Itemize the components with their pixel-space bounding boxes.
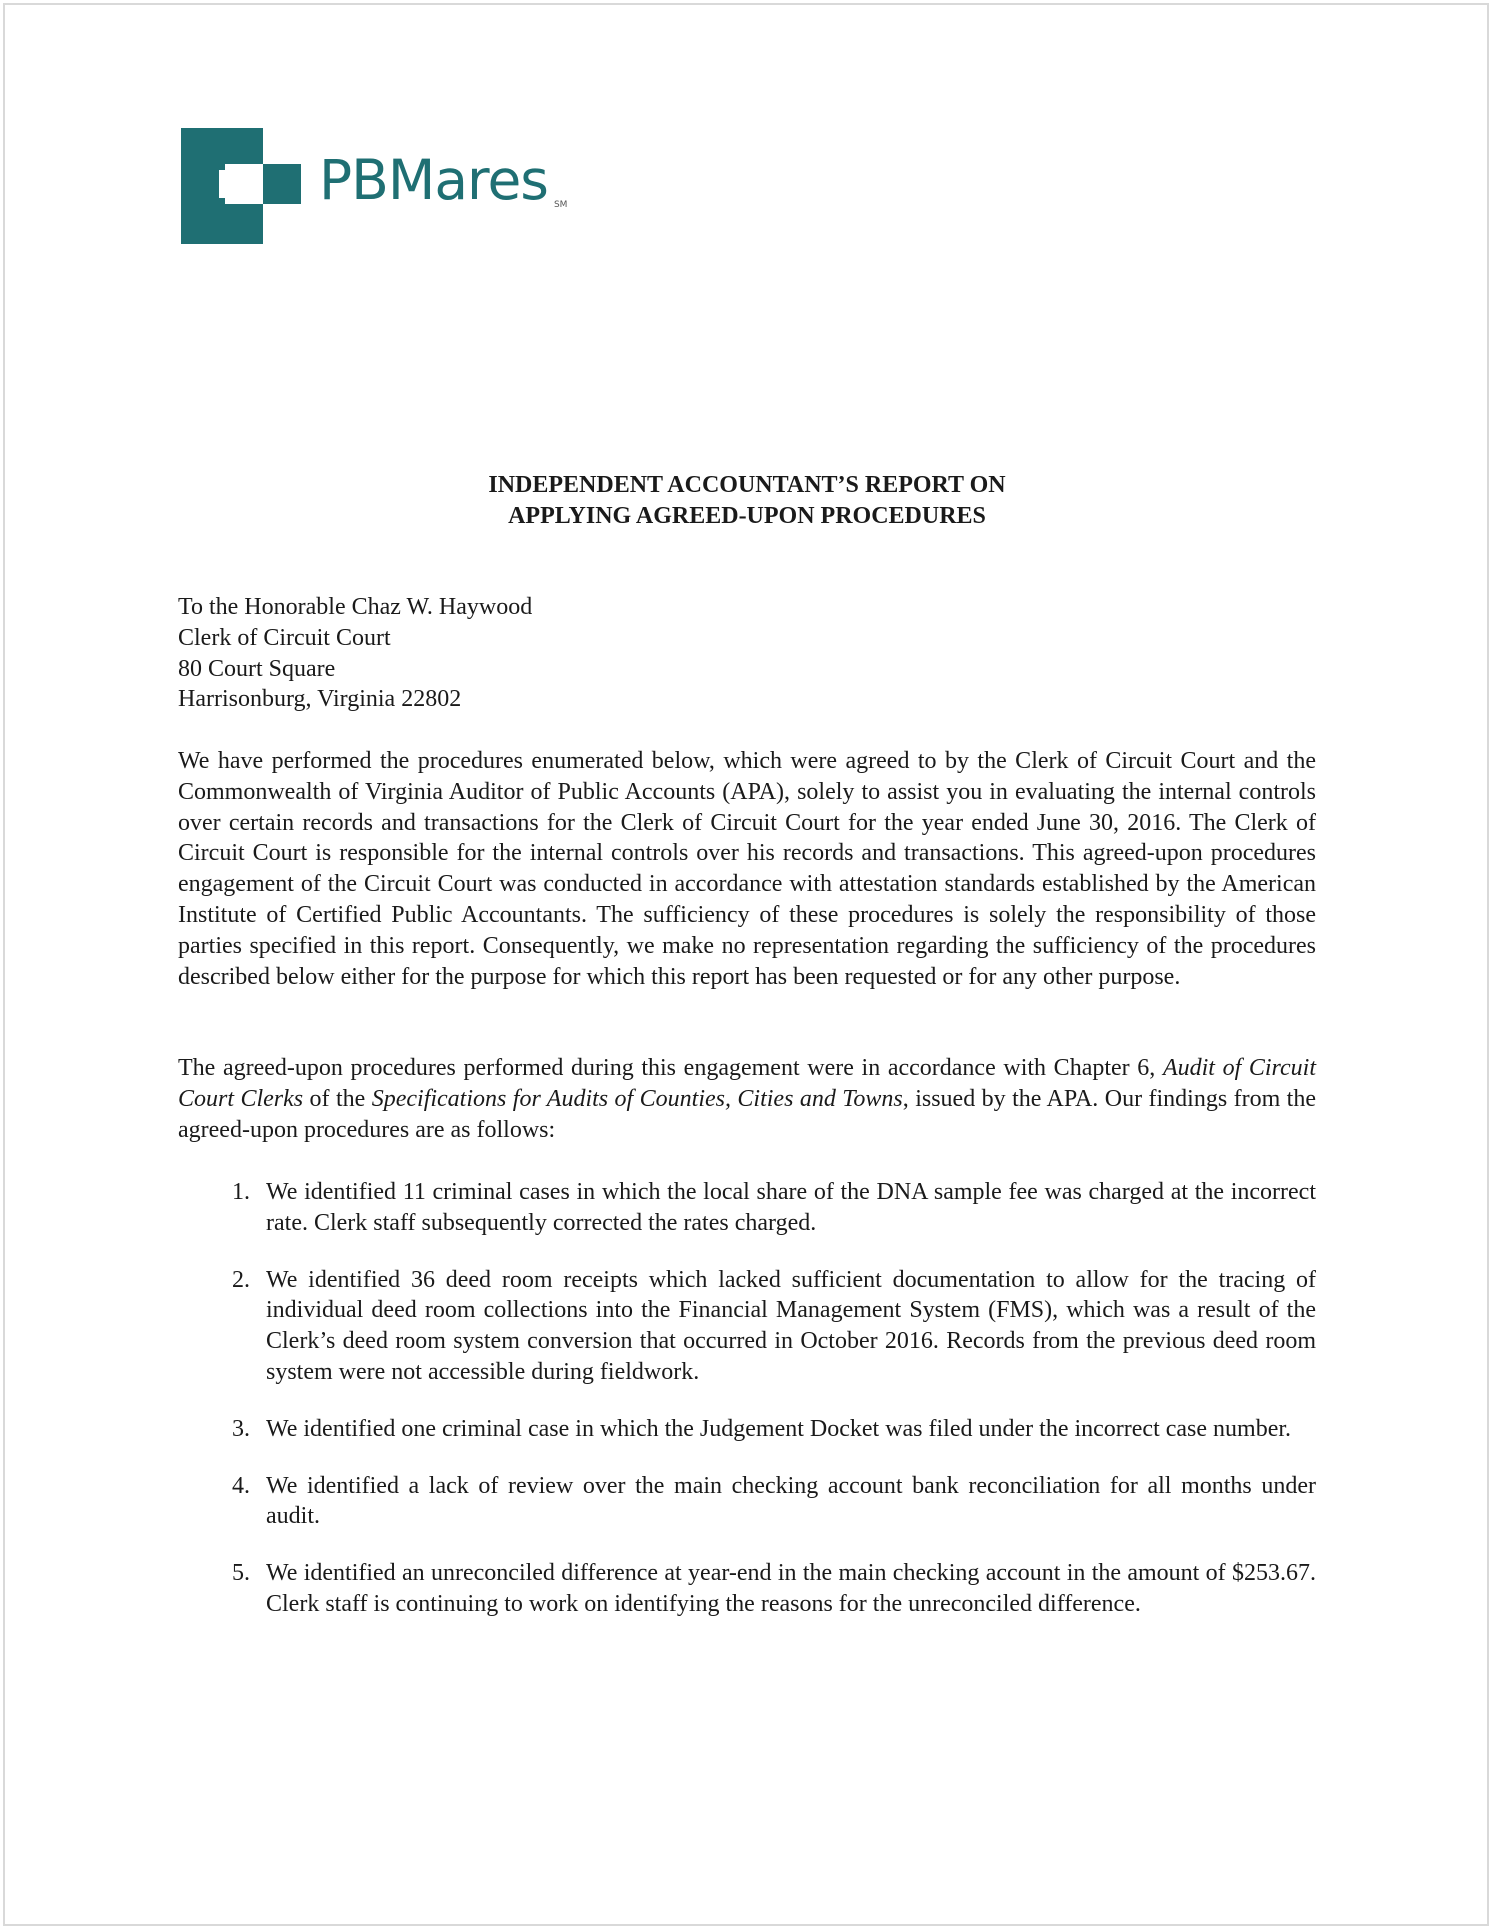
finding-item [178,1471,1316,1533]
recipient-address [178,592,1316,715]
finding-number: 1. [232,1179,250,1205]
address-line-4: Harrisonburg, Virginia 22802 [178,686,462,713]
pbmares-logo [181,128,567,244]
finding-text: We identified 11 criminal cases in which the local share of the DNA sample fee was charged at the incorrect rate. Clerk staff subsequently corrected the rates charged. [266,1179,1316,1236]
finding-item [178,1177,1316,1239]
report-title-line-1: INDEPENDENT ACCOUNTANT’S REPORT ON [488,472,1006,498]
procedures-text-2: of the [303,1085,372,1112]
finding-text: We identified one criminal case in which the Judgement Docket was filed under the incorrect case number. [266,1415,1292,1442]
report-title [0,470,1494,532]
logo-trademark: SM [553,200,568,210]
finding-text: We identified 36 deed room receipts which lacked sufficient documentation to allow for the tracing of individual deed room collections into the Financial Management System (FMS), which was a result of the Clerk’s deed room system conversion that occurred in October 2016. Records from the previous deed room system were not accessible during fieldwork. [266,1266,1316,1385]
logo-wordmark [319,148,567,212]
finding-item [178,1558,1316,1620]
finding-number: 3. [232,1415,250,1442]
finding-text: We identified an unreconciled difference at year-end in the main checking account in the amount of $253.67. Clerk staff is continuing to work on identifying the reasons for the unreconciled difference. [266,1560,1316,1617]
procedures-italic-chapter: Audit of Circuit Court Clerks [178,1055,1316,1112]
finding-number: 5. [232,1560,250,1587]
address-line-3: 80 Court Square [178,655,336,682]
finding-item [178,1265,1316,1388]
finding-number: 2. [232,1266,250,1293]
procedures-text-3: , issued by the APA. Our findings from the agreed-upon procedures are as follows: [178,1085,1316,1143]
procedures-text-1: The agreed-upon procedures performed during this engagement were in accordance with Chapter 6, [178,1055,1163,1081]
finding-item [178,1414,1316,1445]
finding-text: We identified a lack of review over the main checking account bank reconciliation for all months under audit. [266,1472,1316,1530]
finding-number: 4. [232,1472,250,1499]
intro-paragraph: We have performed the procedures enumerated below, which were agreed to by the Clerk of Circuit Court and the Commonwealth of Virginia Auditor of Public Accounts (APA), solely to assist you in evaluating the internal controls over certain records and transactions for the Clerk of Circuit Court for the year ended June 30, 2016. The Clerk of Circuit Court is responsible for the internal controls over his records and transactions. This agreed-upon procedures engagement of the Circuit Court was conducted in accordance with attestation standards established by the American Institute of Certified Public Accountants. The sufficiency of these procedures is solely the responsibility of those parties specified in this report. Consequently, we make no representation regarding the sufficiency of the procedures described below either for the purpose for which this report has been requested or for any other purpose. [178,748,1316,990]
pbmares-logo-mark-icon [181,128,301,244]
report-title-line-2: APPLYING AGREED-UPON PROCEDURES [508,503,986,529]
logo-wordmark-text: PBMares [319,148,548,212]
findings-list [178,1177,1316,1646]
address-line-1: To the Honorable Chaz W. Haywood [178,594,533,620]
procedures-paragraph [178,1053,1316,1145]
address-line-2: Clerk of Circuit Court [178,624,391,651]
procedures-italic-specifications: Specifications for Audits of Counties, Cities and Towns [371,1085,903,1112]
